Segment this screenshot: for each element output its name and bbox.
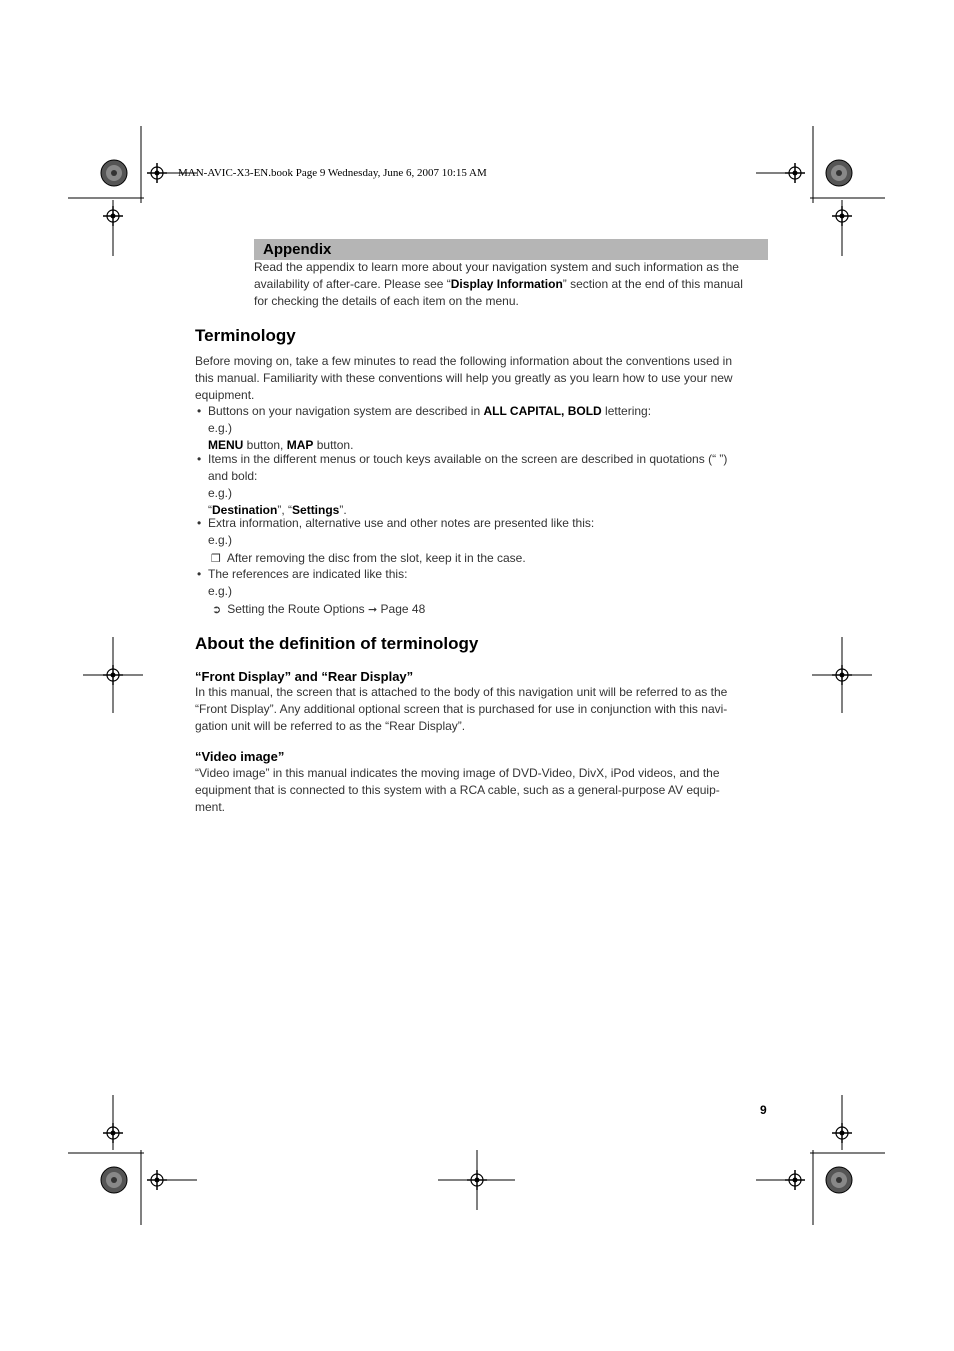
- video-image-paragraph: “Video image” in this manual indicates the moving image of DVD-Video, DivX, iPod videos, and the equipment that is connected to this system with a RCA cable, such as a general-purpose AV equip- ment.: [195, 766, 720, 814]
- page-arrow-icon: ➞: [367, 603, 378, 616]
- bullet-icon: •: [197, 516, 202, 530]
- bullet-item: Buttons on your navigation system are described in ALL CAPITAL, BOLD lettering: e.g.) MENU button, MAP button.: [208, 404, 652, 452]
- page-number: 9: [760, 1103, 767, 1117]
- appendix-line: availability of after-care. Please see “Display Information” section at the end of this manual: [254, 277, 743, 291]
- bullet-icon: •: [197, 404, 202, 418]
- terminology-heading: Terminology: [195, 326, 296, 345]
- video-image-subheading: “Video image”: [195, 749, 285, 764]
- definition-heading: About the definition of terminology: [195, 634, 479, 653]
- bullet-item: Extra information, alternative use and other notes are presented like this: e.g.) ❒ After removing the disc from the slot, keep it in the case.: [208, 516, 595, 565]
- bullet-icon: •: [197, 452, 202, 466]
- print-header: MAN-AVIC-X3-EN.book Page 9 Wednesday, June 6, 2007 10:15 AM: [178, 167, 487, 179]
- bullet-item: Items in the different menus or touch keys available on the screen are described in quotations (“ ”) and bold: e.g.) “Destination”, “Settings”.: [208, 452, 728, 517]
- appendix-line: Read the appendix to learn more about your navigation system and such information as the: [254, 260, 739, 274]
- appendix-paragraph: [254, 259, 774, 310]
- appendix-title: Appendix: [263, 241, 332, 258]
- appendix-line: for checking the details of each item on the menu.: [254, 294, 519, 308]
- front-rear-display-subheading: “Front Display” and “Rear Display”: [195, 669, 414, 684]
- terminology-intro: Before moving on, take a few minutes to read the following information about the conventions used in this manual. Familiarity with these conventions will help you greatly as you learn how to use your new equipment.: [195, 354, 733, 402]
- note-box-icon: ❒: [211, 552, 221, 565]
- bullet-item: The references are indicated like this: e.g.) ➲ Setting the Route Options ➞ Page 48: [208, 567, 426, 616]
- front-rear-display-paragraph: In this manual, the screen that is attached to the body of this navigation unit will be referred to as the “Front Display”. Any additional optional screen that is purchased for use in conjunction with this navi- gation unit will be referred to as the “Rear Display”.: [195, 685, 728, 733]
- bullet-icon: •: [197, 567, 202, 581]
- reference-arrow-icon: ➲: [212, 603, 222, 616]
